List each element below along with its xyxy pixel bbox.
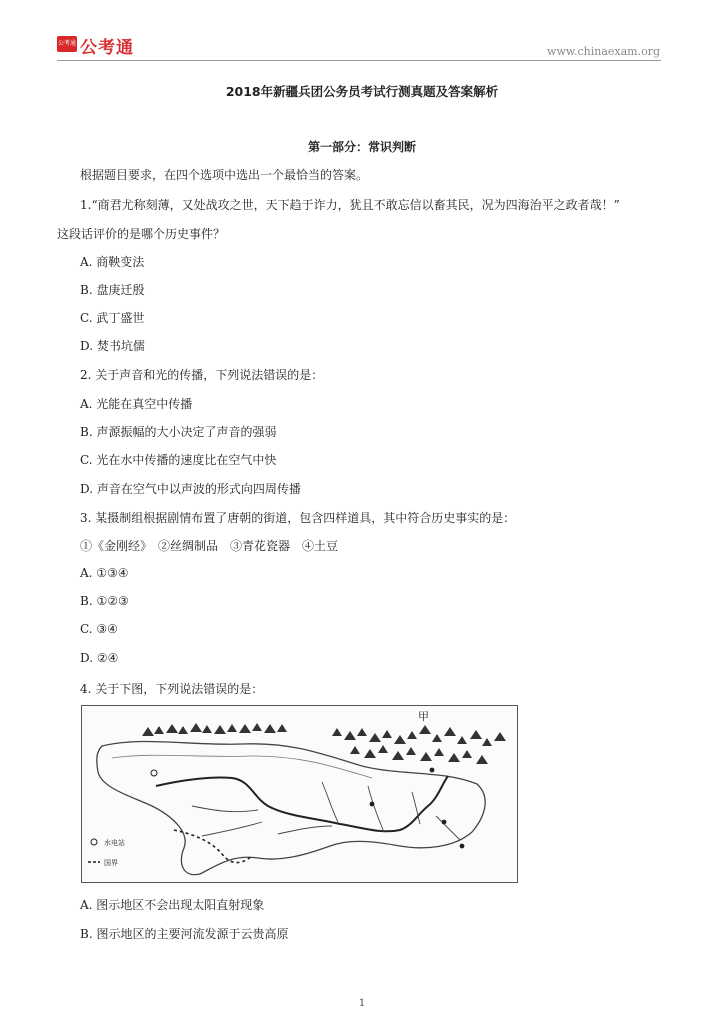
q3-stem: 3. 某摄制组根据剧情布置了唐朝的街道，包含四样道具，其中符合历史事实的是：: [80, 511, 516, 525]
page-number: 1: [358, 998, 366, 1009]
q3-option-b: B. ①②③: [80, 594, 129, 608]
q4-stem: 4. 关于下图，下列说法错误的是：: [80, 682, 264, 696]
q2-option-a: A. 光能在真空中传播: [80, 397, 193, 411]
map-label-jia: 甲: [418, 710, 429, 723]
q3-option-c: C. ③④: [80, 622, 118, 636]
legend-station-label: 水电站: [104, 839, 125, 847]
q3-option-a: A. ①③④: [80, 566, 129, 580]
legend-station-symbol: [91, 839, 97, 845]
site-url: www.chinaexam.org: [547, 45, 660, 58]
q1-option-c: C. 武丁盛世: [80, 311, 145, 325]
map-drawing: [82, 706, 517, 882]
q2-option-b: B. 声源振幅的大小决定了声音的强弱: [80, 425, 277, 439]
q2-stem: 2. 关于声音和光的传播，下列说法错误的是：: [80, 368, 324, 382]
q4-option-b: B. 图示地区的主要河流发源于云贵高原: [80, 927, 289, 941]
q2-option-d: D. 声音在空气中以声波的形式向四周传播: [80, 482, 301, 496]
q1-stem-line1: 1.“商君尤称刻薄，又处战攻之世，天下趋于诈力，犹且不敢忘信以畜其民，况为四海治平之政者哉！”: [80, 198, 620, 212]
q1-option-a: A. 商鞅变法: [80, 255, 145, 269]
main-river: [156, 776, 448, 831]
logo-badge: 公考通: [57, 36, 77, 52]
city-dots: [151, 768, 464, 849]
river-basin-map: [81, 705, 518, 883]
q1-stem-line2: 这段话评价的是哪个历史事件？: [57, 227, 226, 241]
logo-text: 公考通: [80, 38, 134, 58]
q4-option-a: A. 图示地区不会出现太阳直射现象: [80, 898, 265, 912]
instructions: 根据题目要求，在四个选项中选出一个最恰当的答案。: [80, 168, 369, 182]
section-title: 第一部分：常识判断: [307, 140, 416, 154]
legend-border-label: 国界: [104, 859, 118, 867]
q2-option-c: C. 光在水中传播的速度比在空气中快: [80, 453, 277, 467]
q1-option-d: D. 焚书坑儒: [80, 339, 145, 353]
header-divider: [57, 60, 661, 61]
document-title: 2018年新疆兵团公务员考试行测真题及答案解析: [225, 84, 499, 99]
page-header: [0, 0, 724, 62]
q1-option-b: B. 盘庚迁殷: [80, 283, 145, 297]
q3-items: ①《金刚经》 ②丝绸制品 ③青花瓷器 ④土豆: [80, 539, 339, 553]
q3-option-d: D. ②④: [80, 651, 119, 665]
tributaries: [192, 782, 460, 840]
